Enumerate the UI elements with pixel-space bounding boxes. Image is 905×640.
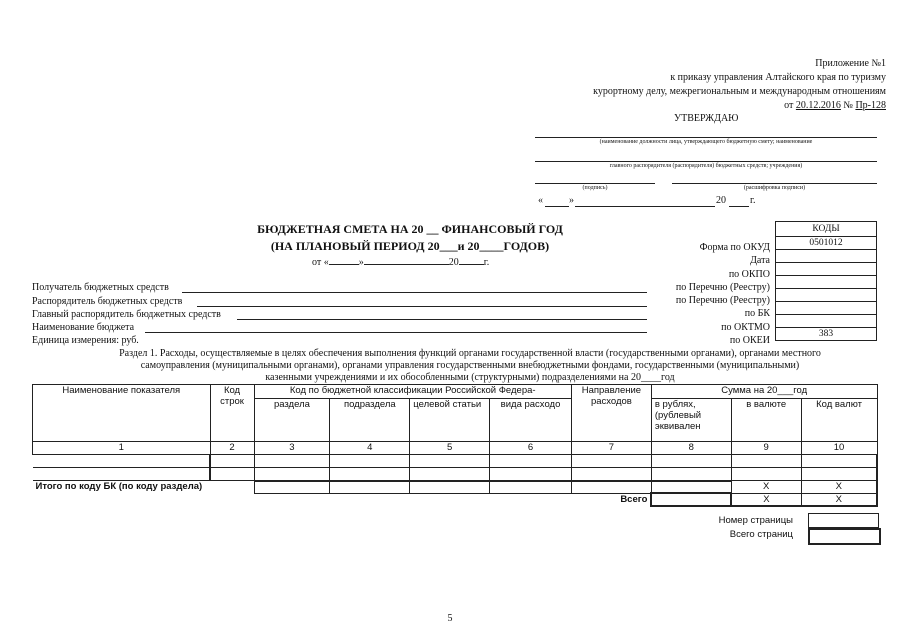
codes-table [775,221,877,341]
label-okei: по ОКЕИ [729,335,770,347]
total-bk-row [33,481,878,494]
code-registry-1 [776,276,877,289]
col-direction: Направление расходов [571,385,651,442]
approve-date-close: » [569,195,574,206]
col-sum-group: Сумма на 20___год [651,385,877,399]
approve-year-prefix: 20 [716,195,726,206]
approve-year-suffix: г. [750,195,756,206]
field-budget-name: Наименование бюджета [32,322,135,333]
field-manager: Распорядитель бюджетных средств [32,296,183,307]
total-all-x-2: X [801,493,877,506]
code-okpo [776,263,877,276]
estimate-table [32,384,878,507]
col-section: раздела [254,398,330,441]
order-date: 20.12.2016 [795,100,841,111]
appendix-line-1: Приложение №1 [815,58,886,69]
label-date: Дата [750,255,770,267]
footer-page-number: 5 [447,613,453,624]
total-all-label: Всего [620,493,648,505]
code-oktmo [776,315,877,328]
col-subsection: подраздела [330,398,410,441]
col-kind: вида расходо [490,398,572,441]
appendix-line-4: от 20.12.2016 № Пр-128 [784,100,886,111]
approve-title: УТВЕРЖДАЮ [674,113,739,124]
col-target: целевой статьи [410,398,490,441]
code-bk [776,302,877,315]
field-recipient: Получатель бюджетных средств [32,282,169,293]
heading-line-1: БЮДЖЕТНАЯ СМЕТА НА 20 __ ФИНАНСОВЫЙ ГОД [257,222,563,236]
total-bk-label: Итого по коду БК (по коду раздела) [35,481,203,492]
col-row-code: Код строк [210,385,254,442]
number-row: 1 2 3 4 5 6 7 8 9 10 [33,442,878,455]
table-row [33,455,878,468]
total-bk-x-2: X [801,481,877,494]
heading-line-2: (НА ПЛАНОВЫЙ ПЕРИОД 20___и 20____ГОДОВ) [270,239,550,253]
total-all-row [33,493,878,506]
field-main-manager: Главный распорядитель бюджетных средств [32,309,221,320]
table-row [33,468,878,481]
col-bk-group: Код по бюджетной классификации Российской Федера- [254,385,571,399]
label-okpo: по ОКПО [728,268,770,280]
code-date [776,250,877,263]
pages-total-label: Всего страниц [729,529,793,540]
code-registry-2 [776,289,877,302]
appendix-line-2: к приказу управления Алтайского края по туризму [670,72,886,83]
code-okud: 0501012 [776,237,877,250]
approve-note-1: (наименование должности лица, утверждающего бюджетную смету; наименование [599,139,813,145]
total-bk-x-1: X [731,481,801,494]
order-number: Пр-128 [855,100,886,111]
pages-total-box [808,528,881,545]
decode-note: (расшифровка подписи) [743,185,806,191]
label-oktmo: по ОКТМО [721,321,770,333]
label-registry-2: по Перечню (Реестру) [675,295,770,307]
label-bk: по БК [744,308,770,320]
section-text: Раздел 1. Расходы, осуществляемые в целях обеспечения выполнения функций органами государственной власти (государственными органами), органами местного самоуправления (муниципальными органами), органами управления государственными внебюджетными фондами, государственными (муниципальными) казенными учреждениями и их обособленными (структурными) подразделениями на 20____год [119,348,821,383]
page-number-box [808,513,879,529]
codes-header: КОДЫ [776,222,877,237]
approve-note-2: главного распорядителя (распорядителя) бюджетных средств; учреждения) [609,163,803,169]
label-registry-1: по Перечню (Реестру) [675,281,770,293]
code-okei: 383 [776,328,877,341]
col-rub: в рублях, (рублевый эквивален [651,398,731,441]
col-name: Наименование показателя [33,385,211,442]
heading-date: от « » 20 г. [312,257,490,268]
appendix-line-3: курортному делу, межрегиональным и международным отношениям [593,86,886,97]
label-okud: Форма по ОКУД [699,242,770,253]
total-all-x-1: X [731,493,801,506]
col-currency: в валюте [731,398,801,441]
page-number-label: Номер страницы [718,515,793,526]
field-unit: Единица измерения: руб. [32,335,139,346]
approve-date-open: « [538,195,543,206]
col-curcode: Код валют [801,398,877,441]
sign-note: (подпись) [582,185,608,191]
